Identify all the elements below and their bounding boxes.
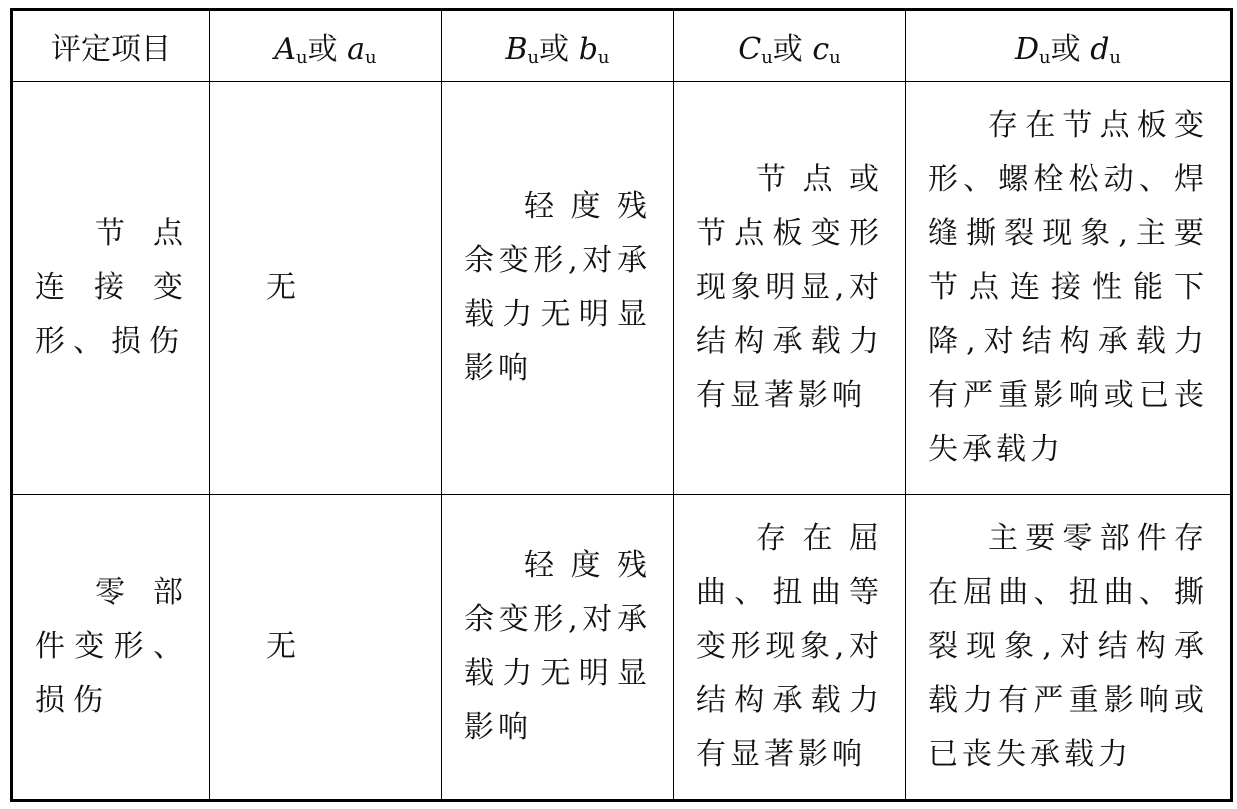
cell-item <box>12 82 210 495</box>
grade-a-text: 无 <box>266 270 296 305</box>
cell-grade-b <box>442 82 674 495</box>
header-grade-c <box>674 10 906 82</box>
grade-subscript: u <box>829 47 841 68</box>
grade-connector: 或 <box>539 32 570 67</box>
cell-item <box>12 495 210 801</box>
cell-grade-d <box>906 495 1232 801</box>
grade-a-text: 无 <box>266 629 296 664</box>
grade-subscript: u <box>1039 47 1051 68</box>
grade-subscript: u <box>527 47 540 68</box>
grade-symbol: A <box>274 32 297 67</box>
grade-subscript: u <box>365 47 377 68</box>
header-item-label: 评定项目 <box>51 32 171 67</box>
grade-subscript: u <box>1109 47 1121 68</box>
header-row <box>12 10 1232 82</box>
grade-symbol: B <box>505 32 528 67</box>
grade-subscript: u <box>597 47 610 68</box>
grade-c-text: 存在屈曲、扭曲等变形现象,对结构承载力有显著影响 <box>696 521 883 772</box>
grade-symbol: d <box>1090 32 1110 67</box>
grade-symbol: b <box>578 32 598 67</box>
cell-grade-c <box>674 495 906 801</box>
grade-subscript: u <box>296 47 308 68</box>
evaluation-table <box>10 8 1233 802</box>
header-grade-a <box>210 10 442 82</box>
cell-grade-a <box>210 82 442 495</box>
table-row <box>12 82 1232 495</box>
grade-symbol: D <box>1014 32 1040 67</box>
grade-b-text: 轻度残余变形,对承载力无明显影响 <box>464 189 651 386</box>
grade-symbol: C <box>738 32 762 67</box>
grade-d-text: 存在节点板变形、螺栓松动、焊缝撕裂现象,主要节点连接性能下降,对结构承载力有严重影响或已丧失承载力 <box>928 108 1208 467</box>
cell-grade-b <box>442 495 674 801</box>
grade-connector: 或 <box>772 32 803 67</box>
grade-connector: 或 <box>307 32 338 67</box>
grade-subscript: u <box>761 47 773 68</box>
table-row <box>12 495 1232 801</box>
item-text: 节点连接变形、损伤 <box>35 216 191 359</box>
cell-grade-c <box>674 82 906 495</box>
grade-symbol: c <box>812 32 830 67</box>
grade-connector: 或 <box>1050 32 1081 67</box>
grade-symbol: a <box>347 32 366 67</box>
cell-grade-d <box>906 82 1232 495</box>
item-text: 零部件变形、损伤 <box>35 575 191 718</box>
cell-grade-a <box>210 495 442 801</box>
header-item <box>12 10 210 82</box>
grade-b-text: 轻度残余变形,对承载力无明显影响 <box>464 548 651 745</box>
grade-c-text: 节点或节点板变形现象明显,对结构承载力有显著影响 <box>696 162 883 413</box>
header-grade-d <box>906 10 1232 82</box>
header-grade-b <box>442 10 674 82</box>
table-container <box>10 8 1233 802</box>
grade-d-text: 主要零部件存在屈曲、扭曲、撕裂现象,对结构承载力有严重影响或已丧失承载力 <box>928 521 1208 772</box>
